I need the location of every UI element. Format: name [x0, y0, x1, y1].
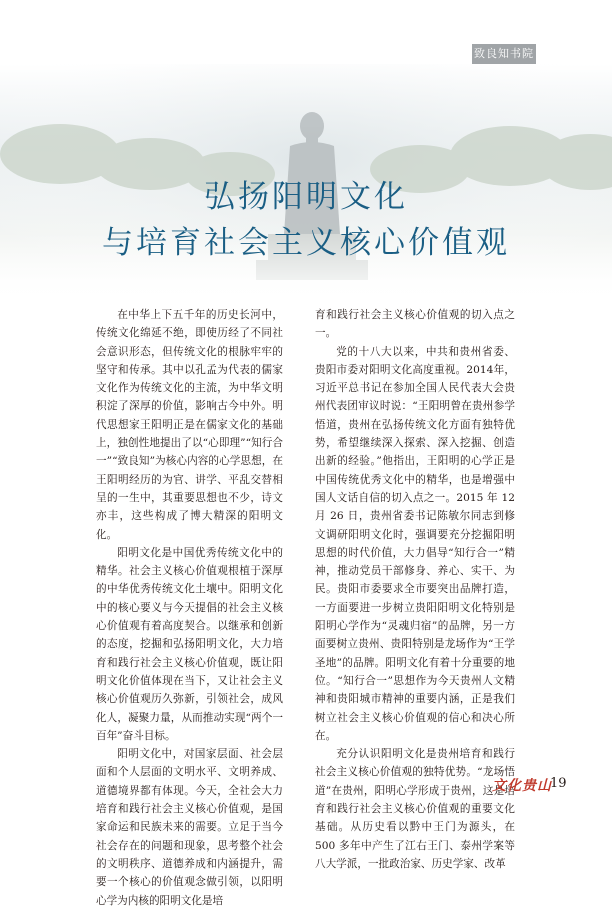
title-line-1: 弘扬阳明文化	[204, 179, 408, 215]
paragraph-continued: 育和践行社会主义核心价值观的切入点之一。	[315, 309, 515, 340]
title-line-2: 与培育社会主义核心价值观	[102, 225, 510, 261]
page-number: 19	[550, 776, 567, 791]
paragraph: 阳明文化是中国优秀传统文化中的精华。社会主义核心价值观根植于深厚的中华优秀传统文化土壤中。阳明文化中的核心要义与今天提倡的社会主义核心价值观有着高度契合。以继承和创新的态度，挖掘和弘扬阳明文化，大力培育和践行社会主义核心价值观，既让阳明文化价值体现在当下，又让社会主义核心价值观历久弥新，引领社会，成风化人，凝聚力量，从而推动实现“两个一百年”奋斗目标。	[96, 546, 283, 742]
section-tag: 致良知书院	[472, 44, 536, 64]
paragraph: 党的十八大以来，中共和贵州省委、贵阳市委对阳明文化高度重视。2014年，习近平总书记在参加全国人民代表大会贵州代表团审议时说：“王阳明曾在贵州参学悟道，贵州在弘扬传统文化方面有独特优势，希望继续深入探索、深入挖掘、创造出新的经验。”他指出，王阳明的心学正是中国传统优秀文化中的精华，也是增强中国人文话自信的切入点之一。2015 年 12 月 26 日，贵州省委书记陈敏尔同志到修文调研阳明文化时，强调要充分挖掘阳明思想的时代价值，大力倡导“知行合一”精神，推动党员干部修身、养心、实干、为民。贵阳市委要求全市要突出品牌打造，一方面要进一步树立贵阳阳明文化特别是阳明心学作为“灵魂归宿”的品牌，另一方面要树立贵州、贵阳特别是龙场作为“王学圣地”的品牌。阳明文化有着十分重要的地位。“知行合一”思想作为今天贵州人文精神和贵阳城市精神的重要内涵，正是我们树立社会主义核心价值观的信心和决心所在。	[315, 345, 515, 742]
paragraph: 阳明文化中，对国家层面、社会层面和个人层面的文明水平、文明养成、道德境界都有体现。今天，全社会大力培育和践行社会主义核心价值观，是国家命运和民族未来的需要。立足于当今社会存在的问题和现象，思考整个社会的文明秩序、道德养成和内涵提升，需要一个核心的价值观念做引领，以阳明心学为内核的阳明文化是培	[96, 748, 283, 907]
magazine-logo: 文化贵山	[492, 778, 552, 794]
article-column-right	[315, 306, 515, 873]
paragraph: 在中华上下五千年的历史长河中，传统文化绵延不绝，即使历经了不同社会意识形态，但传统文化的根脉牢牢的坚守和传承。其中以孔孟为代表的儒家文化作为传统文化的主流，为中华文明积淀了深厚的价值，影响古今中外。明代思想家王阳明正是在儒家文化的基础上，独创性地提出了以“心即理”“知行合一”“致良知”为核心内容的心学思想，在王阳明经历的为官、讲学、平乱交替相呈的一生中，其重要思想也不少，诗文亦丰，这些构成了博大精深的阳明文化。	[96, 309, 283, 541]
paragraph: 充分认识阳明文化是贵州培育和践行社会主义核心价值观的独特优势。“龙场悟道”在贵州，阳明心学形成于贵州，这是培育和践行社会主义核心价值观的重要文化基础。从历史看以黔中王门为源头，在 500 多年中产生了江右王门、泰州学案等八大学派，一批政治家、历史学家、改革	[315, 748, 515, 870]
article-column-left	[96, 306, 283, 910]
